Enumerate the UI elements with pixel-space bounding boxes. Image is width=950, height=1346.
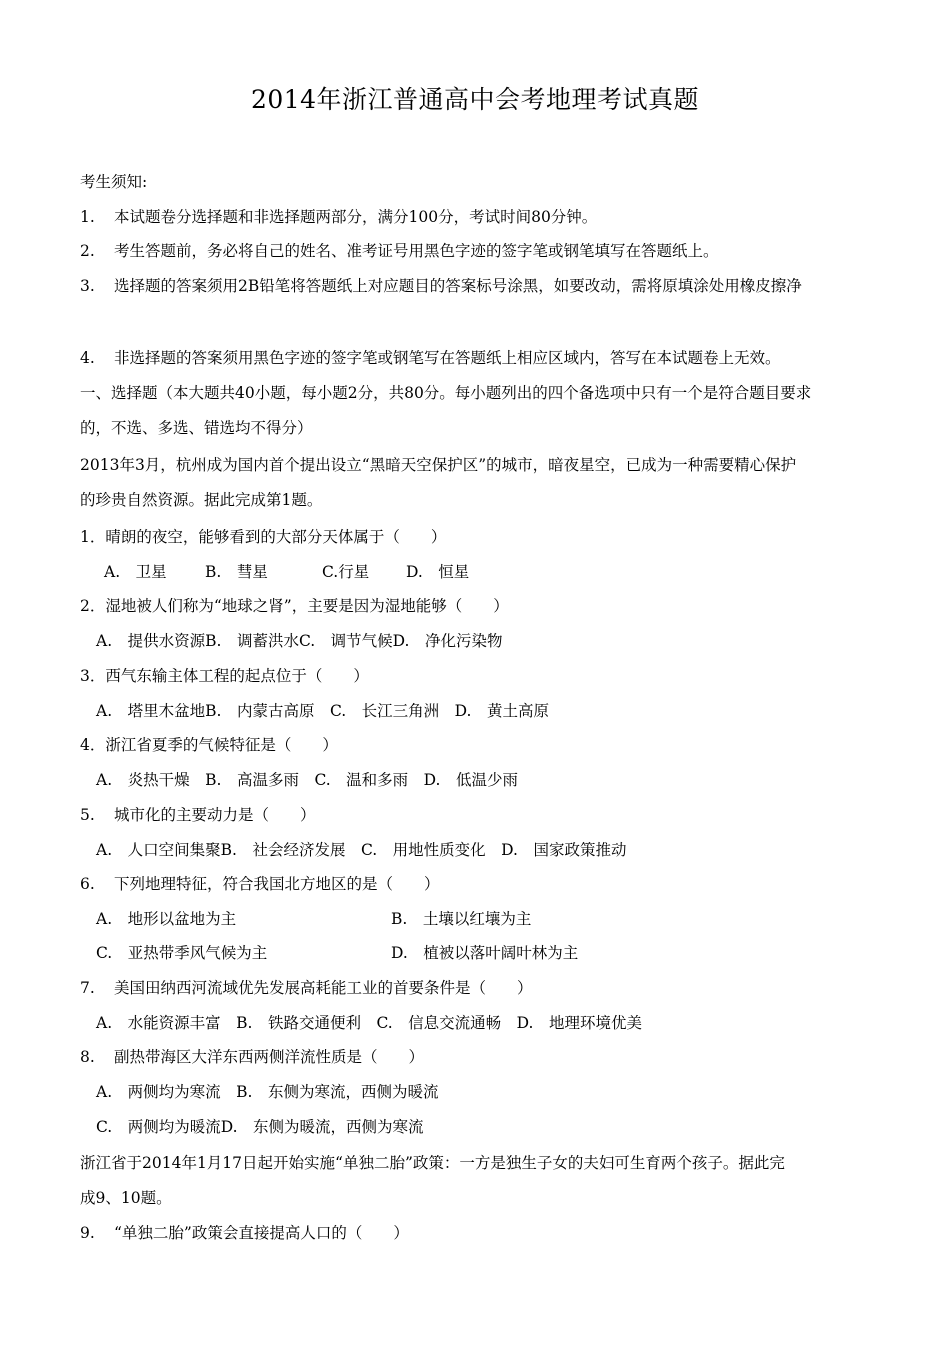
question-stem: 1．晴朗的夜空，能够看到的大部分天体属于（ ）	[80, 528, 447, 546]
option-d: D. 恒星	[406, 563, 470, 581]
question-number: 9.	[80, 1224, 95, 1242]
question-text: 美国田纳西河流域优先发展高耗能工业的首要条件是（ ）	[114, 979, 533, 997]
question-stem	[80, 978, 533, 998]
notice-item-text: 选择题的答案须用2B铅笔将答题纸上对应题目的答案标号涂黑，如要改动，需将原填涂处用橡皮擦净	[114, 277, 802, 295]
notice-item	[80, 241, 719, 261]
question-stem	[80, 805, 316, 825]
question-stem	[80, 1223, 409, 1243]
question-stem	[80, 1047, 424, 1067]
option-a: A. 地形以盆地为主	[96, 910, 237, 928]
question-text: “单独二胎”政策会直接提高人口的（ ）	[114, 1224, 409, 1242]
notice-item-number: 3.	[80, 277, 95, 295]
option-d: D. 植被以落叶阔叶林为主	[391, 944, 579, 962]
option-c: C.行星	[322, 563, 370, 581]
question-number: 8.	[80, 1048, 95, 1066]
notice-item-number: 1.	[80, 208, 95, 226]
options-line: A. 炎热干燥 B. 高温多雨 C. 温和多雨 D. 低温少雨	[96, 771, 518, 789]
question-stem: 2．湿地被人们称为“地球之肾”，主要是因为湿地能够（ ）	[80, 597, 509, 615]
notice-item-number: 2.	[80, 242, 95, 260]
question-number: 7.	[80, 979, 95, 997]
options-line: A. 塔里木盆地B. 内蒙古高原 C. 长江三角洲 D. 黄土高原	[96, 702, 549, 720]
option-b: B. 土壤以红壤为主	[391, 910, 532, 928]
passage: 浙江省于2014年1月17日起开始实施“单独二胎”政策：一方是独生子女的夫妇可生育两个孩子。据此完	[80, 1154, 785, 1172]
option-b: B. 彗星	[205, 563, 268, 581]
notice-heading: 考生须知:	[80, 173, 148, 191]
passage: 2013年3月，杭州成为国内首个提出设立“黑暗天空保护区”的城市，暗夜星空，已成为一种需要精心保护	[80, 456, 797, 474]
option-c: C. 亚热带季风气候为主	[96, 944, 268, 962]
section-heading-cont: 的，不选、多选、错选均不得分）	[80, 419, 313, 437]
passage-cont: 成9、10题。	[80, 1189, 172, 1207]
question-stem: 3．西气东输主体工程的起点位于（ ）	[80, 667, 369, 685]
passage-cont: 的珍贵自然资源。据此完成第1题。	[80, 491, 323, 509]
options-line: A. 两侧均为寒流 B. 东侧为寒流，西侧为暖流	[96, 1083, 439, 1101]
question-stem: 4．浙江省夏季的气候特征是（ ）	[80, 736, 338, 754]
notice-item-text: 非选择题的答案须用黑色字迹的签字笔或钢笔写在答题纸上相应区域内，答写在本试题卷上无效。	[114, 349, 781, 367]
question-stem	[80, 874, 440, 894]
options-line: C. 两侧均为暖流D. 东侧为暖流，西侧为寒流	[96, 1118, 424, 1136]
notice-item-text: 考生答题前，务必将自己的姓名、准考证号用黑色字迹的签字笔或钢笔填写在答题纸上。	[114, 242, 719, 260]
question-number: 5.	[80, 806, 95, 824]
notice-item-number: 4.	[80, 349, 95, 367]
options-line: A. 提供水资源B. 调蓄洪水C. 调节气候D. 净化污染物	[96, 632, 503, 650]
section-heading: 一、选择题（本大题共40小题，每小题2分，共80分。每小题列出的四个备选项中只有一个是符合题目要求	[80, 384, 812, 402]
question-text: 城市化的主要动力是（ ）	[114, 806, 316, 824]
page-title: 2014年浙江普通高中会考地理考试真题	[250, 85, 700, 114]
question-text: 副热带海区大洋东西两侧洋流性质是（ ）	[114, 1048, 425, 1066]
notice-item	[80, 207, 597, 227]
notice-item-text: 本试题卷分选择题和非选择题两部分，满分100分，考试时间80分钟。	[114, 208, 598, 226]
notice-item	[80, 348, 781, 368]
options-line: A. 人口空间集聚B. 社会经济发展 C. 用地性质变化 D. 国家政策推动	[96, 841, 627, 859]
notice-item	[80, 276, 802, 296]
question-text: 下列地理特征，符合我国北方地区的是（ ）	[114, 875, 440, 893]
question-number: 6.	[80, 875, 95, 893]
option-a: A. 卫星	[104, 563, 167, 581]
options-line: A. 水能资源丰富 B. 铁路交通便利 C. 信息交流通畅 D. 地理环境优美	[96, 1014, 642, 1032]
